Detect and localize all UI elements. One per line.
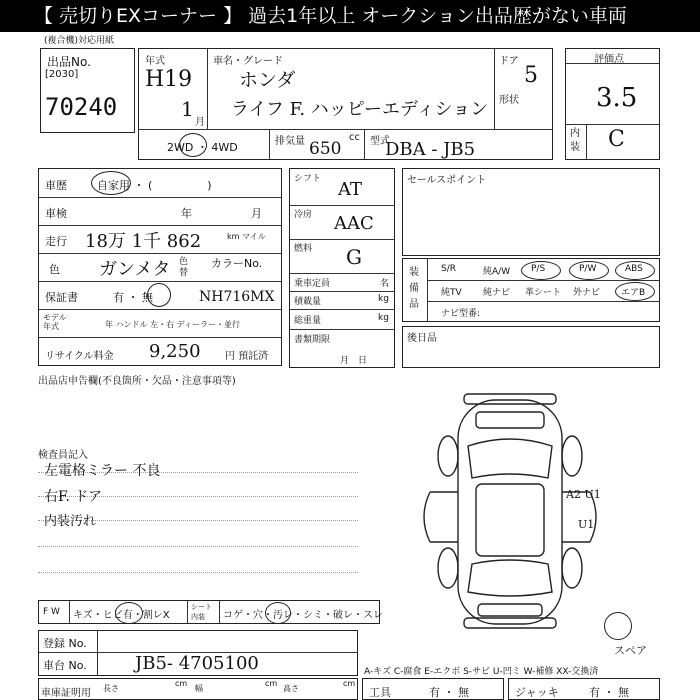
equip-navi: 純ナビ (483, 288, 511, 298)
spare-label: スペア (614, 644, 647, 657)
disp-unit: cc (349, 132, 360, 143)
after-items-box (402, 326, 660, 368)
cert-unit-1: cm (175, 679, 188, 688)
chassis-label: 車台 No. (43, 659, 87, 672)
model-year-label: モデル年式 (43, 313, 67, 331)
cert-height: 高さ (283, 684, 299, 693)
lot-number: 70240 (45, 93, 118, 121)
fw-row (38, 600, 383, 624)
shape-label: 形状 (499, 95, 519, 106)
nav-model-label: ナビ型番: (441, 309, 481, 319)
inspector-note-1: 左電格ミラー 不良 (44, 463, 161, 479)
weight-unit: kg (378, 313, 389, 323)
type-label: 型式 (370, 136, 390, 147)
vehicle-box (138, 48, 553, 160)
disp-label: 排気量 (275, 136, 305, 147)
after-items-label: 後日品 (407, 333, 437, 344)
recycle-label: リサイクル料金 (45, 351, 114, 362)
cert-unit-2: cm (265, 679, 278, 688)
color-value: ガンメタ (99, 259, 171, 280)
docs-unit: 月 日 (340, 356, 368, 366)
warranty-circle (147, 283, 171, 307)
fuel-label: 燃料 (294, 244, 313, 254)
equip-sr: S/R (441, 264, 456, 274)
equip-ext-navi: 外ナビ (573, 288, 601, 298)
era-value: H19 (145, 67, 193, 92)
lot-box (40, 48, 135, 133)
inspector-note-3: 内装汚れ (44, 514, 97, 529)
fuel-value: G (346, 245, 362, 269)
damage-mark-1: A2 U1 (566, 488, 601, 501)
cert-label: 車庫証明用 (41, 688, 91, 699)
inspection-year: 年 (181, 207, 192, 220)
ac-label: 冷房 (294, 210, 313, 220)
cert-box (38, 678, 358, 700)
warranty-value: 有 ・ 無 (113, 291, 153, 304)
name-label: 車名・グレード (213, 56, 283, 67)
equipment-box (402, 258, 660, 322)
equip-aw: 純A/W (483, 267, 511, 277)
equip-abs: ABS (625, 264, 643, 274)
rating-box (565, 48, 660, 160)
history-value: 自家用 ・ ( ) (97, 179, 212, 192)
weight-label: 総重量 (294, 316, 322, 326)
jack-box (508, 678, 660, 700)
capacity-label: 乗車定員 (294, 279, 331, 289)
history-box (38, 168, 282, 366)
sales-point-label: セールスポイント (407, 175, 487, 186)
cert-length: 長さ (103, 684, 119, 693)
inspection-month: 月 (251, 207, 262, 220)
colorno-label: カラーNo. (211, 257, 263, 270)
recycle-value: 9,250 (149, 341, 201, 362)
drive-text: 2WD ・ 4WD (167, 141, 238, 154)
lot-label: 出品No. (47, 55, 91, 69)
form-type-label: (複合機)対応用紙 (44, 36, 115, 46)
car-damage-diagram (410, 392, 610, 630)
capacity-unit: 名 (380, 279, 390, 289)
equip-airbag-circle (615, 282, 655, 301)
model-code-value: DBA - JB5 (385, 139, 476, 160)
inspector-note-2: 右F. ドア (44, 489, 103, 505)
history-circle (91, 171, 131, 195)
equip-abs-circle (615, 261, 655, 280)
equip-ps: P/S (531, 264, 546, 274)
color-no-value: NH716MX (199, 289, 275, 305)
page-banner: 【 売切りEXコーナー 】 過去1年以上 オークション出品歴がない車両 (0, 0, 700, 32)
spec-box (289, 168, 395, 368)
jack-value: 有 ・ 無 (589, 686, 629, 699)
shift-value: AT (338, 179, 363, 200)
load-label: 積載量 (294, 297, 322, 307)
fw-label: F W (43, 607, 60, 617)
doors-value: 5 (524, 63, 538, 88)
model-year-row: 年 ハンドル 左・右 ディーラー・並行 (105, 320, 240, 329)
jack-label: ジャッキ (515, 686, 559, 699)
color-label: 色 (49, 263, 60, 276)
rating-label: 評価点 (594, 54, 624, 65)
sales-point-box (402, 168, 660, 256)
recycle-unit: 円 預託済 (225, 351, 269, 362)
reg-label: 登録 No. (43, 637, 87, 650)
year-label: 年式 (145, 56, 165, 67)
tools-value: 有 ・ 無 (429, 686, 469, 699)
load-unit: kg (378, 294, 389, 304)
equip-pw: P/W (579, 264, 597, 274)
model-value: ライフ F. ハッピーエディション (231, 99, 489, 120)
mileage-value: 18万 1千 862 (85, 231, 202, 252)
notes-header: 出品店申告欄(不良箇所・欠品・注意事項等) (38, 376, 236, 387)
seat-circle (265, 602, 291, 624)
drive-circle (179, 133, 207, 157)
month-suffix: 月 (195, 117, 205, 128)
door-label: ドア (499, 56, 519, 67)
equip-pw-circle (569, 261, 609, 280)
warranty-label: 保証書 (45, 291, 78, 304)
car-body-outline (458, 400, 562, 624)
equip-ps-circle (521, 261, 561, 280)
damage-mark-2: U1 (578, 518, 595, 531)
month-value: 1 (181, 97, 194, 121)
cert-width: 幅 (195, 684, 203, 693)
mileage-unit: km マイル (227, 232, 266, 241)
docs-label: 書類期限 (294, 335, 331, 345)
displacement-value: 650 (309, 139, 342, 159)
equip-tv: 純TV (441, 288, 462, 298)
fw-circle (115, 602, 143, 624)
shift-label: シフト (294, 174, 322, 184)
equip-airbag: エアB (621, 288, 646, 298)
make-value: ホンダ (239, 69, 296, 91)
history-label: 車歴 (45, 179, 67, 192)
registration-box (38, 630, 358, 676)
spare-tire-icon (604, 612, 632, 640)
tools-box (362, 678, 504, 700)
interior-value: C (608, 127, 625, 152)
seat-label: シート内装 (191, 603, 212, 621)
lot-small: [2030] (45, 69, 79, 80)
equip-leather: 革シート (525, 288, 562, 298)
mileage-label: 走行 (45, 235, 67, 248)
cert-unit-3: cm (343, 679, 356, 688)
tools-label: 工具 (369, 686, 391, 699)
inspector-label: 検査員記入 (38, 450, 88, 461)
chassis-value: JB5- 4705100 (135, 653, 259, 674)
seat-text: コゲ・穴・汚レ・シミ・破レ・スレ (223, 610, 383, 621)
inspection-label: 車検 (45, 207, 67, 220)
equipment-label: 装備品 (409, 267, 419, 310)
color-change: 色替 (179, 257, 189, 278)
damage-legend: A-キズ C-腐食 E-エクボ S-サビ U-凹ミ W-補修 XX-交換済 (364, 667, 599, 677)
interior-label: 内装 (570, 128, 580, 153)
ac-value: AAC (334, 213, 374, 234)
rating-score: 3.5 (596, 83, 638, 113)
fw-text: キズ・ヒビ有・割レX (73, 610, 170, 621)
